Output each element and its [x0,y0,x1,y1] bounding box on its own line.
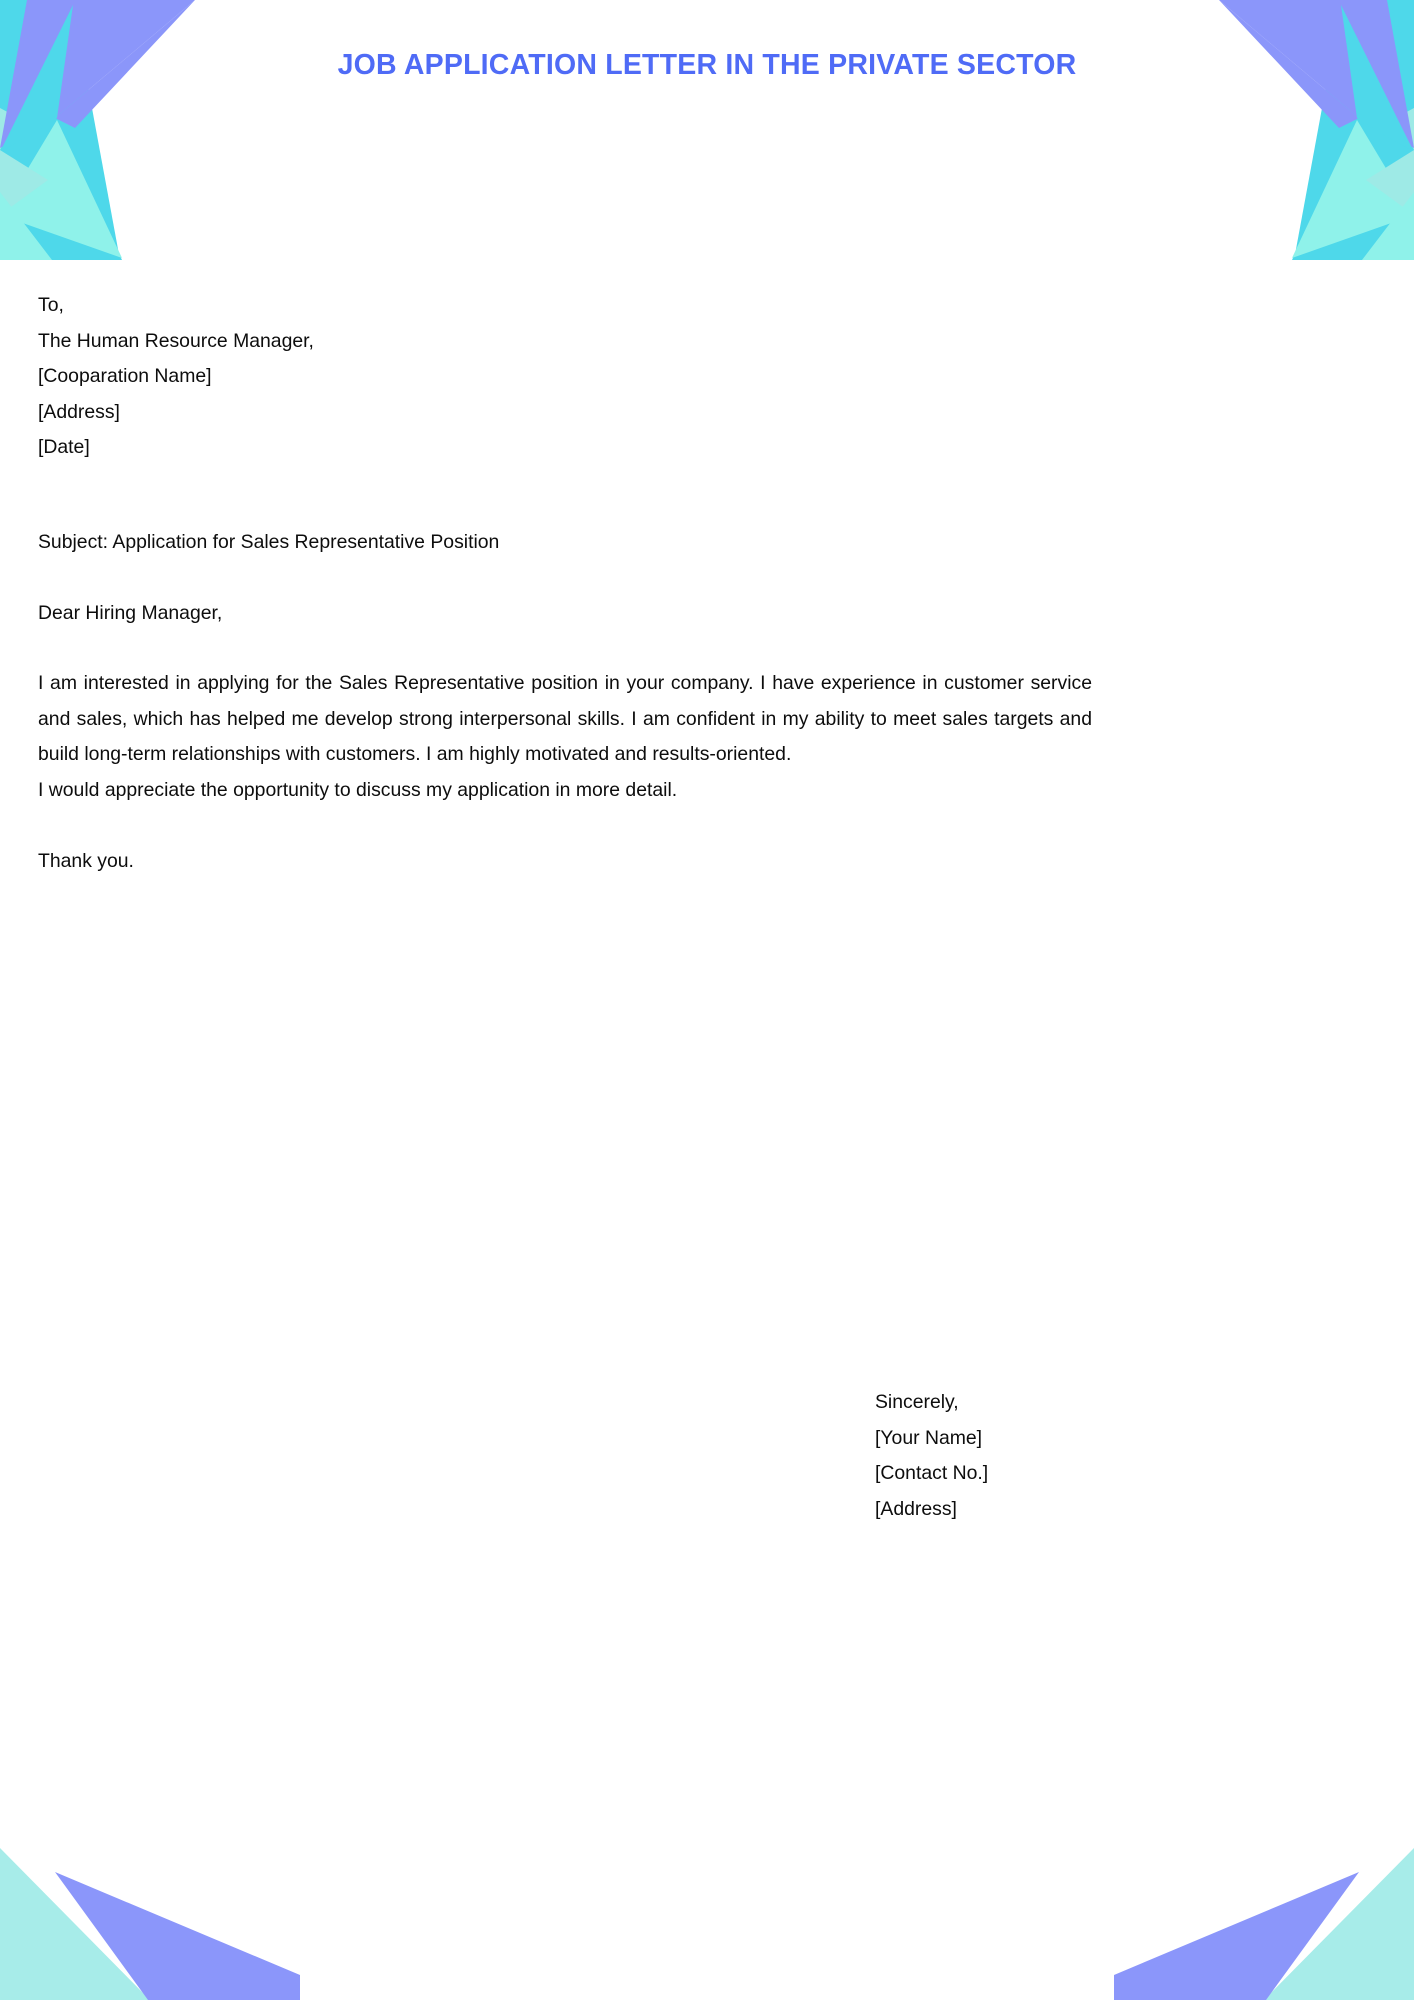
recipient-line-manager: The Human Resource Manager, [38,329,314,352]
corner-decoration-top-left [0,0,300,260]
signature-block [875,1385,988,1527]
signature-line-contact: [Contact No.] [875,1462,989,1485]
body-paragraph-1: I am interested in applying for the Sales Representative position in your company. I have experience in customer service and sales, which has helped me develop strong interpersonal skills. I am confident in my ability to meet sales targets and build long-term relationships with customers. I am highly motivated and results-oriented. [38,672,1092,766]
letter-body [38,288,1092,879]
recipient-block [38,288,1092,466]
body-paragraph-2: I would appreciate the opportunity to discuss my application in more detail. [38,778,678,801]
closing-thanks: Thank you. [38,849,134,872]
page-title: JOB APPLICATION LETTER IN THE PRIVATE SECTOR [337,49,1077,81]
recipient-line-date: [Date] [38,436,90,459]
signature-line-address: [Address] [875,1497,957,1520]
spacer-after-subject [38,561,1092,596]
salutation: Dear Hiring Manager, [38,601,223,624]
corner-decoration-bottom-left [0,1770,300,2000]
corner-decoration-bottom-right [1114,1770,1414,2000]
signature-line-sincerely: Sincerely, [875,1391,959,1413]
recipient-line-company: [Cooparation Name] [38,365,212,388]
spacer-before-closing [38,809,1092,844]
recipient-line-address: [Address] [38,400,120,423]
signature-line-name: [Your Name] [875,1426,983,1449]
corner-decoration-top-right [1114,0,1414,260]
subject-line: Subject: Application for Sales Representative Position [38,530,500,553]
recipient-line-to: To, [38,294,64,316]
spacer-after-recipient [38,466,1092,525]
spacer-after-salutation [38,631,1092,666]
